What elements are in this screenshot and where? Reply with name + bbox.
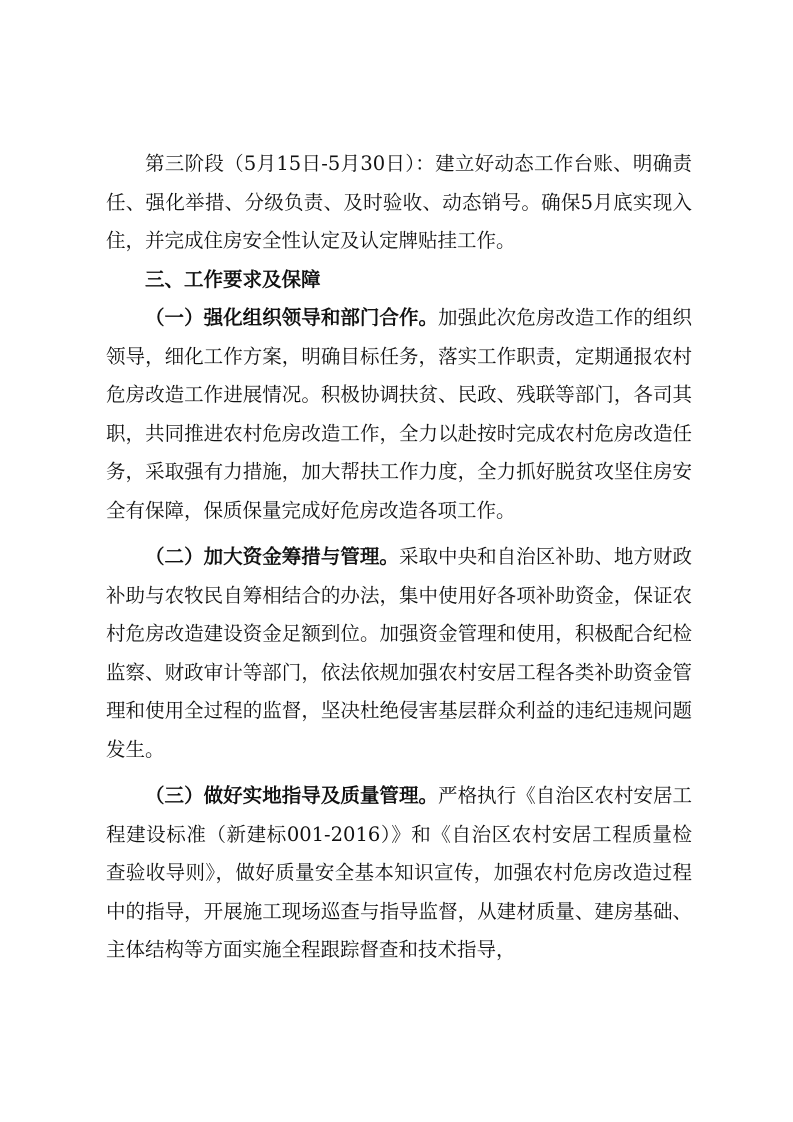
item-3-text: 严格执行《自治区农村安居工程建设标准（新建标001-2016）》和《自治区农村安居工程质量检查验收导则》，做好质量安全基本知识宣传，加强农村危房改造过程中的指导，开展施工现场巡查与指导监督，从建材质量、建房基础、主体结构等方面实施全程跟踪督查和技术指导， <box>106 784 692 961</box>
stage-three-text: ：建立好动态工作台账、明确责任、强化举措、分级负责、及时验收、动态销号。确保5月底实现入住，并完成住房安全性认定及认定牌贴挂工作。 <box>106 152 692 252</box>
stage-three-lead: 第三阶段（5月15日-5月30日） <box>145 152 416 175</box>
paragraph-spacer <box>106 769 692 777</box>
paragraph-spacer <box>106 530 692 538</box>
item-2-text: 采取中央和自治区补助、地方财政补助与农牧民自筹相结合的办法，集中使用好各项补助资金，保证农村危房改造建设资金足额到位。加强资金管理和使用，积极配合纪检监察、财政审计等部门，依法依规加强农村安居工程各类补助资金管理和使用全过程的监督，坚决杜绝侵害基层群众利益的违纪违规问题发生。 <box>106 545 692 761</box>
item-1-lead: （一）强化组织领导和部门合作。 <box>145 306 439 329</box>
paragraph-item-2 <box>106 538 692 769</box>
item-1-text: 加强此次危房改造工作的组织领导，细化工作方案，明确目标任务，落实工作职责，定期通报农村危房改造工作进展情况。积极协调扶贫、民政、残联等部门，各司其职，共同推进农村危房改造工作，全力以赴按时完成农村危房改造任务，采取强有力措施，加大帮扶工作力度，全力抓好脱贫攻坚住房安全有保障，保质保量完成好危房改造各项工作。 <box>106 306 692 522</box>
item-3-lead: （三）做好实地指导及质量管理。 <box>145 784 439 807</box>
paragraph-item-3 <box>106 777 692 970</box>
section-heading: 三、工作要求及保障 <box>145 267 321 291</box>
item-2-lead: （二）加大资金筹措与管理。 <box>145 545 399 568</box>
paragraph-item-1 <box>106 299 692 530</box>
document-body <box>106 145 692 970</box>
paragraph-stage-three <box>106 145 692 261</box>
